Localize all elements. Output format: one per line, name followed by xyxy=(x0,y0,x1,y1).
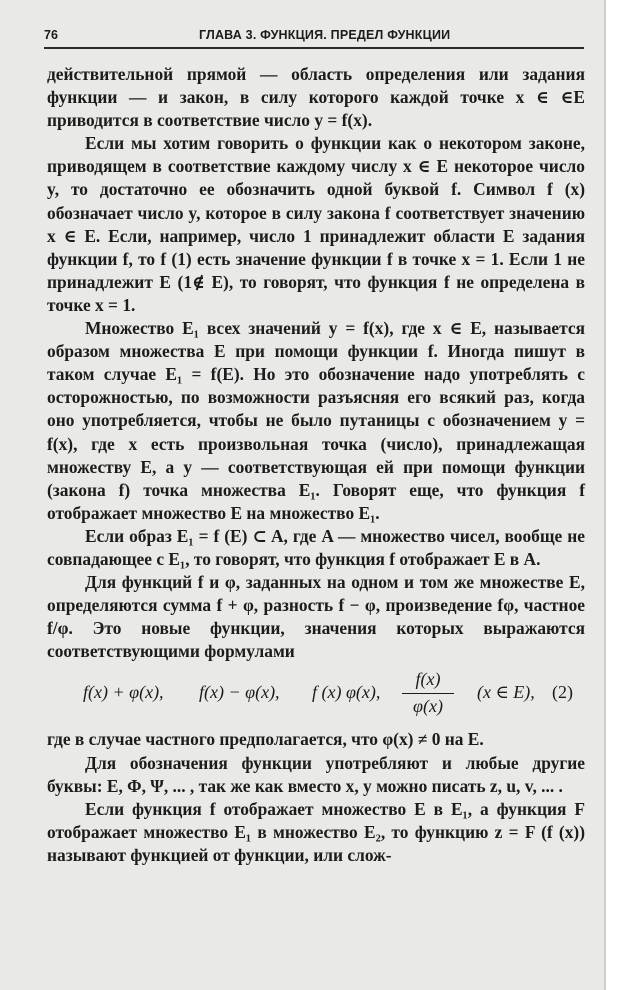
paragraph-4: Если образ E₁ = f (E) ⊂ A, где A — множество чисел, вообще не совпадающее с E₁, то говорят, что функция f отображает E в A. xyxy=(47,525,585,569)
formula-2 xyxy=(47,668,585,724)
equation-number: (2) xyxy=(552,682,573,703)
formula-sum: f(x) + φ(x), xyxy=(83,682,164,703)
formula-difference: f(x) − φ(x), xyxy=(199,682,280,703)
formula-quotient xyxy=(402,668,454,717)
paragraph-1: действительной прямой — область определения или задания функции — и закон, в силу которого каждой точке x ∈ ∈E приводится в соответствие число y = f(x). xyxy=(47,64,585,131)
quotient-denominator: φ(x) xyxy=(413,695,443,716)
chapter-title: ГЛАВА 3. ФУНКЦИЯ. ПРЕДЕЛ ФУНКЦИИ xyxy=(199,28,451,42)
formula-product: f (x) φ(x), xyxy=(312,682,381,703)
formula-condition: (x ∈ E), xyxy=(477,682,535,703)
page-number: 76 xyxy=(44,28,58,42)
paragraph-2: Если мы хотим говорить о функции как о некотором законе, приводящем в соответствие каждому числу x ∈ E некоторое число y, то достаточно ее обозначить одной буквой f. Символ f (x) обозначает число y, которое в силу закона f соответствует значению x ∈ E. Если, например, число 1 принадлежит области E задания функции f, то f (1) есть значение функции f в точке x = 1. Если 1 не принадлежит E (1∉ E), то говорят, что функция f не определена в точке x = 1. xyxy=(47,133,585,315)
paragraph-5: Для функций f и φ, заданных на одном и том же множестве E, определяются сумма f + φ, разность f − φ, произведение fφ, частное f/φ. Это новые функции, значения которых выражаются соответствующими формулами xyxy=(47,572,585,662)
quotient-numerator: f(x) xyxy=(402,668,454,693)
paragraph-7: Для обозначения функции употребляют и любые другие буквы: E, Φ, Ψ, ... , так же как вместо x, y можно писать z, u, v, ... . xyxy=(47,752,585,796)
page-body xyxy=(47,63,585,867)
running-header xyxy=(44,23,584,49)
paragraph-3: Множество E₁ всех значений y = f(x), где x ∈ E, называется образом множества E при помощи функции f. Иногда пишут в таком случае E₁ = f(E). Но это обозначение надо употреблять с осторожностью, по возможности разъясняя его всякий раз, когда оно употребляется, чтобы не было путаницы с обозначением y = f(x), где x есть произвольная точка (число), принадлежащая множеству E, а y — соответствующая ей при помощи функции (закона f) точка множества E₁. Говорят еще, что функция f отображает множество E на множество E₁. xyxy=(47,318,585,523)
paragraph-6: где в случае частного предполагается, что φ(x) ≠ 0 на E. xyxy=(47,729,484,750)
paragraph-8: Если функция f отображает множество E в E₁, а функция F отображает множество E₁ в множество E₂, то функцию z = F (f (x)) называют функцией от функции, или слож- xyxy=(47,798,585,865)
